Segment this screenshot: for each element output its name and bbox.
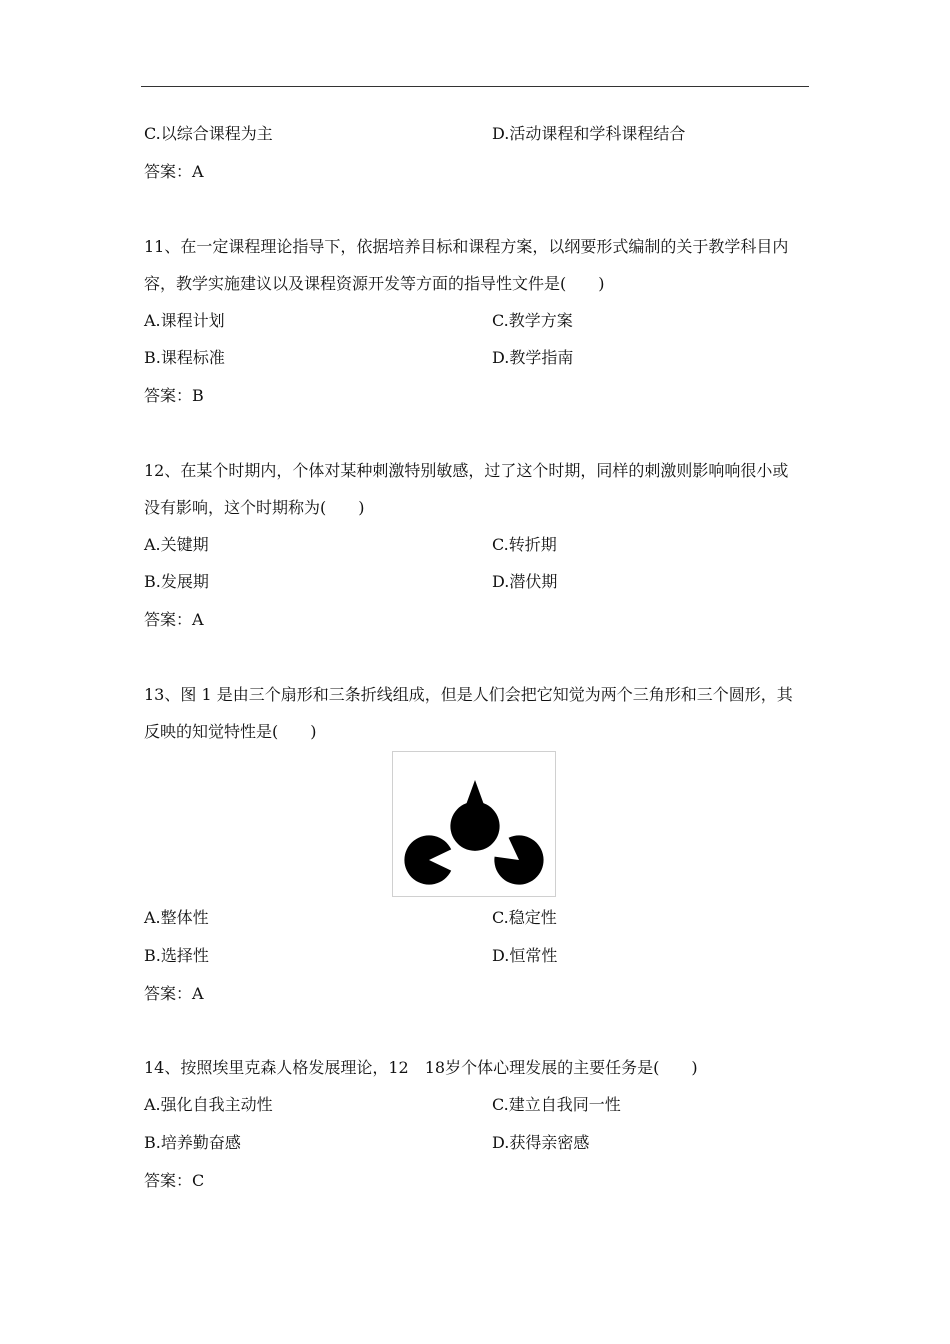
q11-stem-line1: 11、在一定课程理论指导下，依据培养目标和课程方案，以纲要形式编制的关于教学科目内 xyxy=(144,237,789,256)
q11-option-b: B.课程标准 xyxy=(144,348,225,367)
q13-option-b: B.选择性 xyxy=(144,946,209,965)
pacman-bottom-right xyxy=(494,835,543,884)
q12-answer: 答案：A xyxy=(144,610,204,629)
pacman-bottom-left xyxy=(404,835,451,884)
q12-option-b: B.发展期 xyxy=(144,572,209,591)
q14-option-a: A.强化自我主动性 xyxy=(144,1095,273,1114)
kanizsa-triangle-svg xyxy=(393,752,555,896)
q13-option-a: A.整体性 xyxy=(144,908,209,927)
q12-stem-line2: 没有影响，这个时期称为( ) xyxy=(144,498,365,517)
q12-stem-line1: 12、在某个时期内，个体对某种刺激特别敏感，过了这个时期，同样的刺激则影响响很小或 xyxy=(144,461,789,480)
q13-answer: 答案：A xyxy=(144,984,204,1003)
header-rule xyxy=(141,86,809,87)
q13-option-d: D.恒常性 xyxy=(492,946,558,965)
pacman-top xyxy=(450,780,499,851)
q11-answer: 答案：B xyxy=(144,386,204,405)
q12-option-a: A.关键期 xyxy=(144,535,209,554)
q12-option-d: D.潜伏期 xyxy=(492,572,558,591)
q11-option-c: C.教学方案 xyxy=(492,311,573,330)
q10-option-d: D.活动课程和学科课程结合 xyxy=(492,124,686,143)
q13-stem-line1: 13、图 1 是由三个扇形和三条折线组成，但是人们会把它知觉为两个三角形和三个圆形，其 xyxy=(144,685,793,704)
q11-option-d: D.教学指南 xyxy=(492,348,574,367)
q13-stem-line2: 反映的知觉特性是( ) xyxy=(144,722,317,741)
q11-stem-line2: 容，教学实施建议以及课程资源开发等方面的指导性文件是( ) xyxy=(144,274,605,293)
q14-stem-line1: 14、按照埃里克森人格发展理论，12 18岁个体心理发展的主要任务是( ) xyxy=(144,1058,698,1077)
q13-option-c: C.稳定性 xyxy=(492,908,557,927)
kanizsa-triangle-figure xyxy=(392,751,556,897)
q14-option-c: C.建立自我同一性 xyxy=(492,1095,621,1114)
q14-option-b: B.培养勤奋感 xyxy=(144,1133,241,1152)
q14-answer: 答案：C xyxy=(144,1171,205,1190)
q14-option-d: D.获得亲密感 xyxy=(492,1133,590,1152)
q11-option-a: A.课程计划 xyxy=(144,311,225,330)
q10-answer: 答案：A xyxy=(144,162,204,181)
q12-option-c: C.转折期 xyxy=(492,535,557,554)
q10-option-c: C.以综合课程为主 xyxy=(144,124,273,143)
